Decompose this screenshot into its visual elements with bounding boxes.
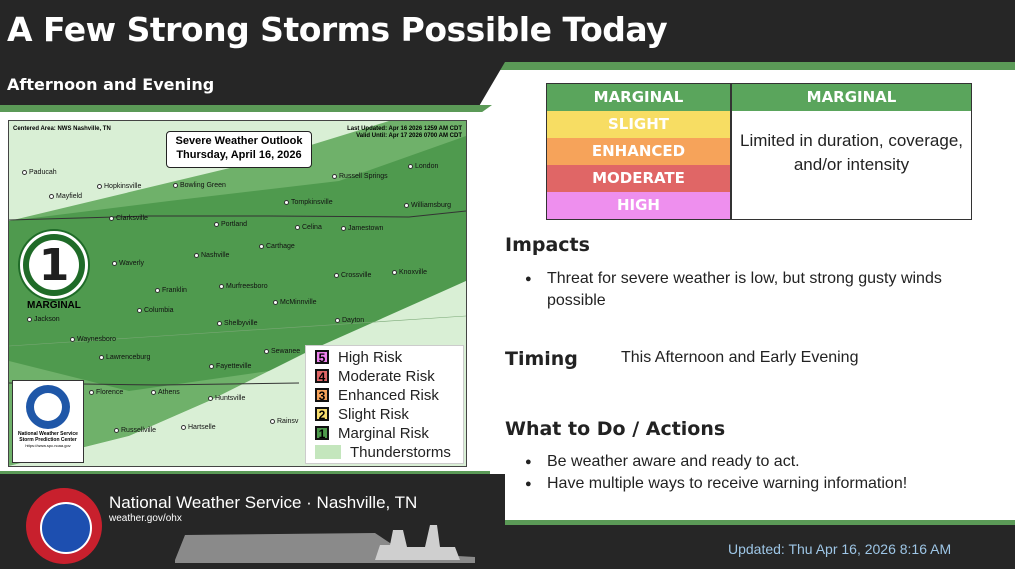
tennessee-skyline-icon — [175, 525, 475, 565]
impacts-item: ● Threat for severe weather is low, but strong gusty winds possible — [547, 268, 967, 312]
city-label: Shelbyville — [217, 320, 257, 327]
risk-level-label: MARGINAL — [27, 300, 81, 311]
city-label: Fayetteville — [209, 363, 251, 370]
city-label: Jackson — [27, 316, 60, 323]
city-label: Knoxville — [392, 269, 427, 276]
city-label: Lawrenceburg — [99, 354, 150, 361]
legend-item: 5 High Risk — [306, 348, 402, 366]
city-label: Jamestown — [341, 225, 383, 232]
map-valid-until: Valid Until: Apr 17 2026 0700 AM CDT — [356, 133, 462, 139]
risk-level-enhanced: ENHANCED — [547, 138, 730, 165]
city-label: Waverly — [112, 260, 144, 267]
legend-item: 3 Enhanced Risk — [306, 386, 439, 404]
city-label: Williamsburg — [404, 202, 451, 209]
city-label: Hartselle — [181, 424, 216, 431]
nws-office-name: National Weather Service · Nashville, TN — [109, 493, 418, 512]
map-area-label: Centered Area: NWS Nashville, TN — [13, 126, 111, 132]
risk-category-table — [546, 83, 972, 220]
risk-level-number: 1 — [29, 240, 79, 290]
marginal-risk-badge — [20, 231, 88, 299]
legend-item: 1 Marginal Risk — [306, 424, 429, 442]
nws-website: weather.gov/ohx — [109, 513, 182, 524]
legend-item: Thunderstorms — [306, 443, 451, 461]
impacts-heading: Impacts — [505, 234, 590, 256]
city-label: Celina — [295, 224, 322, 231]
selected-risk-header: MARGINAL — [730, 84, 971, 111]
map-outlook-title: Severe Weather Outlook — [175, 135, 303, 147]
noaa-logo-icon: NOAA — [26, 385, 70, 429]
city-label: Huntsville — [208, 395, 245, 402]
actions-heading: What to Do / Actions — [505, 418, 726, 440]
subheader-accent-stripe — [0, 105, 492, 112]
city-label: Sewanee — [264, 348, 300, 355]
city-label: Bowling Green — [173, 182, 226, 189]
city-label: Nashville — [194, 252, 229, 259]
city-label: Clarksville — [109, 215, 148, 222]
city-label: Portland — [214, 221, 247, 228]
city-label: Russellville — [114, 427, 156, 434]
city-label: Tompkinsville — [284, 199, 333, 206]
city-label: Columbia — [137, 307, 174, 314]
legend-item: 4 Moderate Risk — [306, 367, 435, 385]
selected-risk-description: Limited in duration, coverage, and/or intensity — [730, 111, 971, 219]
risk-level-moderate: MODERATE — [547, 165, 730, 192]
updated-timestamp: Updated: Thu Apr 16, 2026 8:16 AM — [728, 541, 952, 557]
risk-level-marginal: MARGINAL — [547, 84, 730, 111]
city-label: Russell Springs — [332, 173, 388, 180]
city-label: Athens — [151, 389, 180, 396]
page-subtitle: Afternoon and Evening — [7, 75, 215, 94]
risk-level-high: HIGH — [547, 192, 730, 219]
city-label: Florence — [89, 389, 123, 396]
city-label: Waynesboro — [70, 336, 116, 343]
risk-level-slight: SLIGHT — [547, 111, 730, 138]
city-label: Hopkinsville — [97, 183, 141, 190]
timing-heading: Timing — [505, 348, 578, 370]
map-valid-times — [347, 126, 462, 140]
header-accent-stripe — [480, 62, 1015, 70]
city-label: Carthage — [259, 243, 295, 250]
page-title: A Few Strong Storms Possible Today — [7, 10, 668, 49]
noaa-url: https://www.spc.noaa.gov — [25, 443, 71, 448]
city-label: Paducah — [22, 169, 57, 176]
city-label: McMinnville — [273, 299, 317, 306]
city-label: Dayton — [335, 317, 364, 324]
noaa-caption: National Weather Service Storm Prediction Center — [18, 431, 78, 443]
legend-item: 2 Slight Risk — [306, 405, 409, 423]
map-last-updated: Last Updated: Apr 16 2026 1259 AM CDT — [347, 126, 462, 132]
outlook-map — [8, 120, 467, 467]
map-outlook-date: Thursday, April 16, 2026 — [176, 149, 302, 161]
city-label: London — [408, 163, 438, 170]
map-legend — [305, 345, 464, 464]
map-outlook-box — [166, 131, 312, 168]
city-label: Franklin — [155, 287, 187, 294]
city-label: Mayfield — [49, 193, 82, 200]
actions-item: ● Be weather aware and ready to act. — [547, 451, 800, 473]
city-label: Crossville — [334, 272, 371, 279]
actions-item: ● Have multiple ways to receive warning information! — [547, 473, 907, 495]
city-label: Murfreesboro — [219, 283, 268, 290]
city-label: Rainsv — [270, 418, 298, 425]
timing-text: This Afternoon and Early Evening — [621, 349, 859, 366]
noaa-logo-box — [12, 380, 84, 463]
nws-logo-icon — [26, 488, 102, 564]
